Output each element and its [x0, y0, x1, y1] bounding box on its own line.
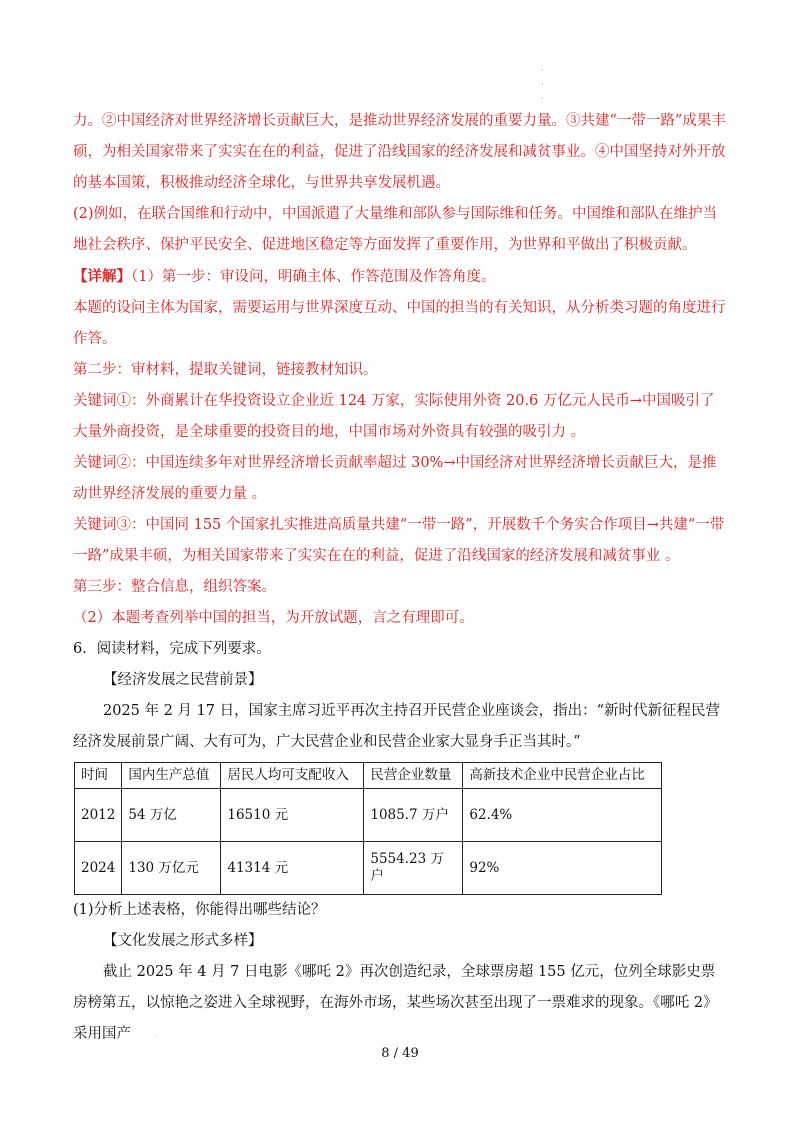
answer-paragraph-1: 力。②中国经济对世界经济增长贡献巨大，是推动世界经济发展的重要力量。③共建“一带一路”成果丰硕，为相关国家带来了实实在在的利益，促进了沿线国家的经济发展和减贫事业。④中国坚持对外开放的基本国策，积极推动经济全球化，与世界共享发展机遇。	[73, 113, 726, 191]
keyword-3: 关键词③：中国同 155 个国家扎实推进高质量共建“一带一路”，开展数千个务实合作项目→共建“一带一路”成果丰硕，为相关国家带来了实实在在的利益，促进了沿线国家的经济发展和减贫事业 。	[73, 517, 725, 564]
footer-dot: ·	[155, 1033, 157, 1040]
material-text-2: 截止 2025 年 4 月 7 日电影《哪吒 2》再次创造纪录，全球票房超 155 亿元，位列全球影史票房榜第五，以惊艳之姿进入全球视野，在海外市场，某些场次甚至出现了一票难求的现象。《哪吒 2》采用国产	[73, 964, 718, 1042]
corner-dots: · · ·	[541, 66, 544, 103]
table-cell: 92%	[463, 842, 662, 895]
table-header-cell: 居民人均可支配收入	[221, 763, 364, 789]
table-cell: 1085.7 万户	[364, 789, 463, 842]
keyword-2: 关键词②：中国连续多年对世界经济增长贡献率超过 30%→中国经济对世界经济增长贡献巨大，是推动世界经济发展的重要力量 。	[73, 455, 717, 502]
table-cell: 16510 元	[221, 789, 364, 842]
table-cell: 2012	[75, 789, 122, 842]
table-header-cell: 民营企业数量	[364, 763, 463, 789]
table-cell: 130 万亿元	[122, 842, 221, 895]
detail-paragraph-subject: 本题的设问主体为国家，需要运用与世界深度互动、中国的担当的有关知识，从分析类习题的角度进行作答。	[73, 300, 726, 347]
table-cell: 54 万亿	[122, 789, 221, 842]
material-heading-2: 【文化发展之形式多样】	[103, 933, 263, 949]
question-6-1: (1)分析上述表格，你能得出哪些结论？	[73, 902, 326, 918]
table-cell: 62.4%	[463, 789, 662, 842]
table-row	[75, 842, 662, 895]
document-body	[73, 106, 729, 1050]
question-6: 6．阅读材料，完成下列要求。	[73, 641, 271, 657]
table-header-row	[75, 763, 662, 789]
table-header-cell: 高新技术企业中民营企业占比	[463, 763, 662, 789]
keyword-1: 关键词①：外商累计在华投资设立企业近 124 万家，实际使用外资 20.6 万亿元人民币→中国吸引了大量外商投资，是全球重要的投资目的地，中国市场对外资具有较强的吸引力 。	[73, 393, 715, 440]
table-row	[75, 789, 662, 842]
detail-tag: 【详解】	[73, 268, 131, 285]
page-number: 8 / 49	[381, 1046, 419, 1061]
material-heading-1: 【经济发展之民营前景】	[103, 672, 263, 688]
detail-heading-line	[73, 261, 729, 293]
material-text-1: 2025 年 2 月 17 日，国家主席习近平再次主持召开民营企业座谈会，指出：“新时代新征程民营经济发展前景广阔、大有可为，广大民营企业和民营企业家大显身手正当其时。”	[73, 703, 721, 750]
table-cell: 41314 元	[221, 842, 364, 895]
detail-step-2: 第二步：审材料，提取关键词，链接教材知识。	[73, 362, 378, 378]
detail-part-2: （2）本题考查列举中国的担当，为开放试题，言之有理即可。	[73, 610, 474, 626]
table-cell: 2024	[75, 842, 122, 895]
detail-step-3: 第三步：整合信息，组织答案。	[73, 579, 276, 595]
answer-paragraph-2: (2)例如，在联合国维和行动中，中国派遣了大量维和部队参与国际维和任务。中国维和部队在维护当地社会秩序、保护平民安全、促进地区稳定等方面发挥了重要作用，为世界和平做出了积极贡献。	[73, 206, 718, 253]
detail-step-1: （1）第一步：审设问，明确主体、作答范围及作答角度。	[131, 269, 496, 285]
data-table	[74, 762, 662, 895]
table-header-cell: 时间	[75, 763, 122, 789]
table-header-cell: 国内生产总值	[122, 763, 221, 789]
table-cell: 5554.23 万户	[364, 842, 463, 895]
